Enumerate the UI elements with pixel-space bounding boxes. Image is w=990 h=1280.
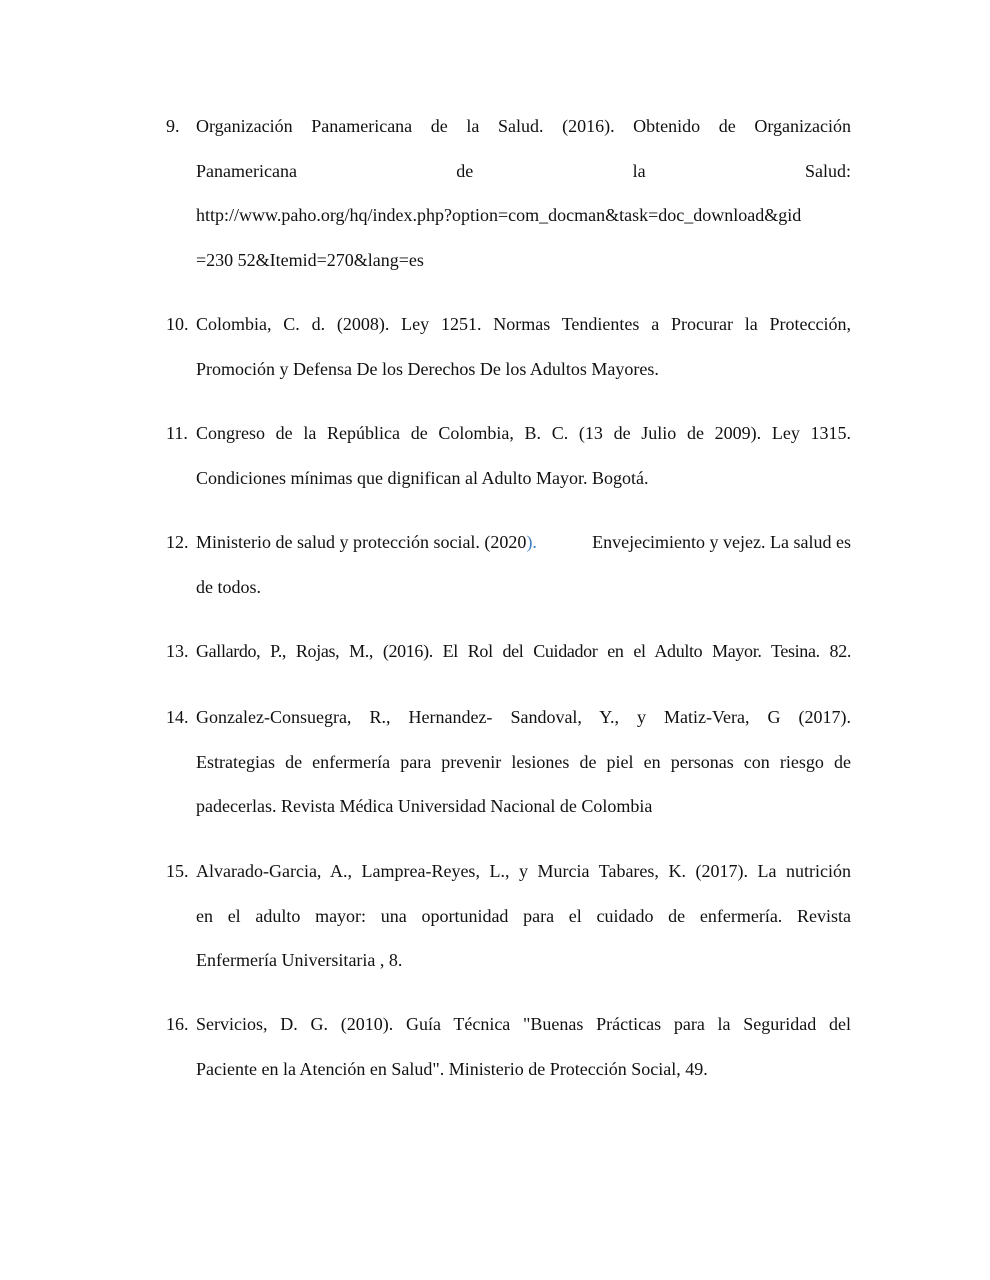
reference-text: Ministerio de salud y protección social. (2020 [196, 532, 527, 552]
reference-text: Envejecimiento y vejez. La salud es [592, 532, 851, 552]
reference-14 [160, 695, 851, 829]
reference-number: 11. [166, 423, 188, 443]
reference-line: Alvarado-Garcia, A., Lamprea-Reyes, L., y Murcia Tabares, K. (2017). La nutrición [196, 861, 851, 881]
reference-10 [160, 302, 851, 391]
reference-13 [160, 629, 851, 674]
reference-16 [160, 1002, 851, 1091]
reference-line: Estrategias de enfermería para prevenir lesiones de piel en personas con riesgo de [196, 751, 851, 772]
reference-line: Promoción y Defensa De los Derechos De los Adultos Mayores. [196, 358, 659, 379]
reference-line: Organización Panamericana de la Salud. (2016). Obtenido de Organización [196, 116, 851, 136]
reference-line: Condiciones mínimas que dignifican al Adulto Mayor. Bogotá. [196, 467, 649, 488]
reference-number: 14. [166, 707, 189, 727]
reference-15 [160, 849, 851, 983]
reference-line: Gallardo, P., Rojas, M., (2016). El Rol del Cuidador en el Adulto Mayor. Tesina. 82. [196, 641, 851, 661]
reference-line: Gonzalez-Consuegra, R., Hernandez- Sandoval, Y., y Matiz-Vera, G (2017). [196, 707, 851, 727]
reference-line: =230 52&Itemid=270&lang=es [196, 249, 424, 270]
reference-line [196, 520, 851, 565]
reference-9 [160, 104, 851, 282]
reference-line: en el adulto mayor: una oportunidad para el cuidado de enfermería. Revista [196, 905, 851, 926]
reference-link-text: ). [526, 532, 537, 552]
reference-line: Paciente en la Atención en Salud". Ministerio de Protección Social, 49. [196, 1058, 708, 1079]
reference-number: 16. [166, 1014, 189, 1034]
reference-number: 10. [166, 314, 189, 334]
reference-line: de todos. [196, 576, 261, 597]
reference-line: http://www.paho.org/hq/index.php?option=com_docman&task=doc_download&gid [196, 205, 802, 225]
reference-number: 9. [166, 116, 180, 136]
reference-number: 13. [166, 641, 189, 661]
reference-line: Panamericana de la Salud: [196, 160, 851, 181]
reference-line: padecerlas. Revista Médica Universidad Nacional de Colombia [196, 796, 653, 816]
reference-line: Colombia, C. d. (2008). Ley 1251. Normas Tendientes a Procurar la Protección, [196, 314, 851, 334]
reference-11 [160, 411, 851, 500]
reference-number: 12. [166, 532, 189, 552]
reference-line: Congreso de la República de Colombia, B. C. (13 de Julio de 2009). Ley 1315. [196, 423, 851, 443]
reference-12 [160, 520, 851, 609]
reference-line: Enfermería Universitaria , 8. [196, 950, 403, 970]
reference-line: Servicios, D. G. (2010). Guía Técnica "Buenas Prácticas para la Seguridad del [196, 1014, 851, 1034]
reference-number: 15. [166, 861, 189, 881]
